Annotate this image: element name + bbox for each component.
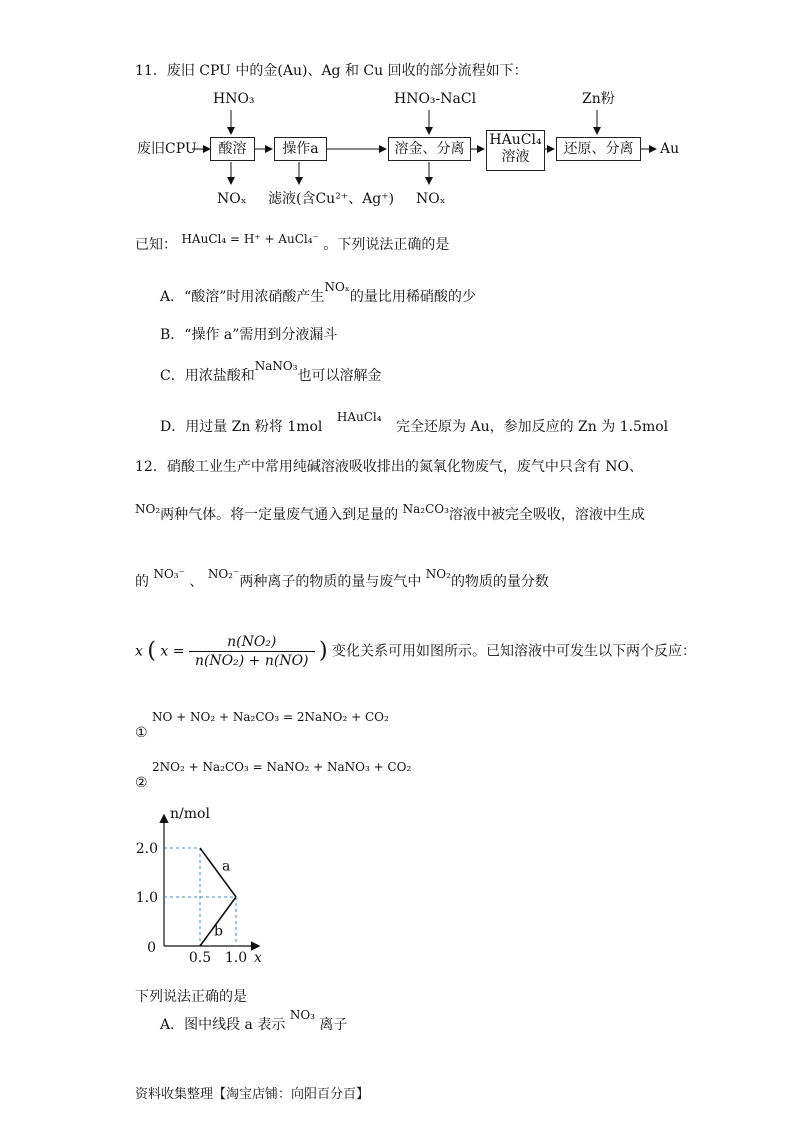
flow-box-reduce-separate: 还原、分离 [556, 137, 641, 161]
series-line-a [200, 848, 236, 897]
x-axis-label: x [254, 950, 262, 966]
series-label-b: b [214, 923, 223, 940]
ion-no2-minus: NO₂⁻ [207, 567, 240, 581]
q11-option-d [160, 410, 669, 436]
q12-line3-post: 的物质的量分数 [450, 574, 549, 590]
q12-line3-pre: 的 [135, 574, 149, 590]
formula-no2-b: NO₂ [425, 567, 451, 581]
flow-box-acid-dissolve: 酸溶 [210, 137, 255, 161]
q12-question: 下列说法正确的是 [135, 989, 247, 1005]
q12-line2 [135, 502, 645, 524]
option-a-post: 的量比用稀硝酸的少 [349, 289, 476, 305]
option-d-text: D．用过量 Zn 粉将 1mol [160, 419, 323, 435]
q12-line4-post: 变化关系可用如图所示。已知溶液中可发生以下两个反应： [332, 643, 697, 660]
flow-input: 废旧CPU [137, 141, 197, 157]
option-a-text: A．“酸溶”时用浓硝酸产生 [160, 289, 325, 305]
var-x: x [135, 643, 143, 660]
option-c-post: 也可以溶解金 [297, 368, 382, 384]
q12-line4 [135, 633, 696, 670]
ion-no3-minus: NO₃⁻ [153, 567, 185, 581]
reaction-2 [135, 758, 412, 791]
reaction-1-label: ① [135, 725, 148, 741]
q12-line3-mid: 两种离子的物质的量与废气中 [239, 574, 422, 590]
q11-stem: 11．废旧 CPU 中的金(Au)、Ag 和 Cu 回收的部分流程如下： [135, 63, 528, 79]
flow-out-nox-1: NOₓ [217, 191, 247, 207]
y-tick-label-0: 1.0 [135, 890, 158, 906]
flow-box-operation-a: 操作a [274, 137, 327, 161]
y-tick-label-1: 2.0 [135, 841, 158, 857]
flow-reagent-hno3: HNO₃ [213, 91, 255, 107]
reaction-1 [135, 708, 389, 741]
reaction-2-label: ② [135, 775, 148, 791]
q12-option-a [160, 1008, 348, 1034]
x-tick-label-0: 0.5 [188, 950, 212, 966]
given-suffix: 。下列说法正确的是 [323, 237, 450, 253]
y-axis-label: n/mol [170, 806, 210, 822]
given-prefix: 已知： [135, 237, 177, 253]
q12-line2-mid: 两种气体。将一定量废气通入到足量的 [160, 507, 399, 523]
q12-option-a-post: 离子 [319, 1017, 348, 1033]
q11-given [135, 232, 450, 254]
paren-open: ( [147, 638, 156, 664]
series-label-a: a [222, 858, 231, 875]
q11-option-c [160, 359, 382, 385]
flow-reagent-hno3-nacl: HNO₃-NaCl [394, 91, 477, 107]
formula-no2: NO₂ [135, 502, 161, 516]
q11-option-b: B．“操作 a”需用到分液漏斗 [160, 327, 338, 343]
option-d-post: 完全还原为 Au，参加反应的 Zn 为 1.5mol [396, 419, 669, 435]
flow-box-haucl4-solution [486, 130, 545, 171]
q12-option-a-text: A．图中线段 a 表示 [160, 1017, 286, 1033]
option-d-formula: HAuCl₄ [336, 410, 382, 424]
flow-reagent-zn: Zn粉 [582, 91, 615, 107]
n-vs-x-chart [130, 800, 290, 972]
option-a-formula: NOₓ [324, 280, 350, 294]
reaction-2-equation: 2NO₂ + Na₂CO₃ = NaNO₂ + NaNO₃ + CO₂ [152, 760, 412, 774]
flow-out-filtrate: 滤液(含Cu²⁺、Ag⁺) [268, 191, 395, 207]
given-equation: HAuCl₄ = H⁺ + AuCl₄⁻ [181, 232, 319, 246]
q11-option-a [160, 280, 476, 306]
paren-close: ) [318, 638, 328, 664]
origin-label: 0 [147, 940, 156, 956]
q12-line3-sep: 、 [189, 574, 204, 590]
q12-line2-post: 溶液中被完全吸收，溶液中生成 [448, 507, 645, 523]
q12-line1: 12．硝酸工业生产中常用纯碱溶液吸收排出的氮氧化物废气，废气中只含有 NO、 [135, 459, 643, 475]
q12-line3 [135, 567, 549, 591]
reaction-1-equation: NO + NO₂ + Na₂CO₃ = 2NaNO₂ + CO₂ [152, 710, 389, 724]
x-equals: x = [160, 643, 185, 660]
flow-box-haucl4-line1: HAuCl₄ [489, 132, 542, 148]
mole-fraction [189, 633, 315, 670]
flow-box-haucl4-line2: 溶液 [501, 149, 530, 165]
fraction-numerator: n(NO₂) [189, 633, 315, 652]
flow-out-nox-2: NOₓ [416, 191, 446, 207]
x-tick-label-1: 1.0 [224, 950, 248, 966]
flow-output-au: Au [660, 141, 680, 157]
footer-source: 资料收集整理【淘宝店铺：向阳百分百】 [135, 1087, 370, 1102]
q12-option-a-formula: NO₃ [289, 1008, 315, 1022]
flow-box-gold-dissolve: 溶金、分离 [388, 137, 471, 161]
formula-na2co3: Na₂CO₃ [402, 502, 449, 516]
fraction-denominator: n(NO₂) + n(NO) [194, 653, 309, 669]
option-c-formula: NaNO₃ [254, 359, 298, 373]
option-c-text: C．用浓盐酸和 [160, 368, 255, 384]
